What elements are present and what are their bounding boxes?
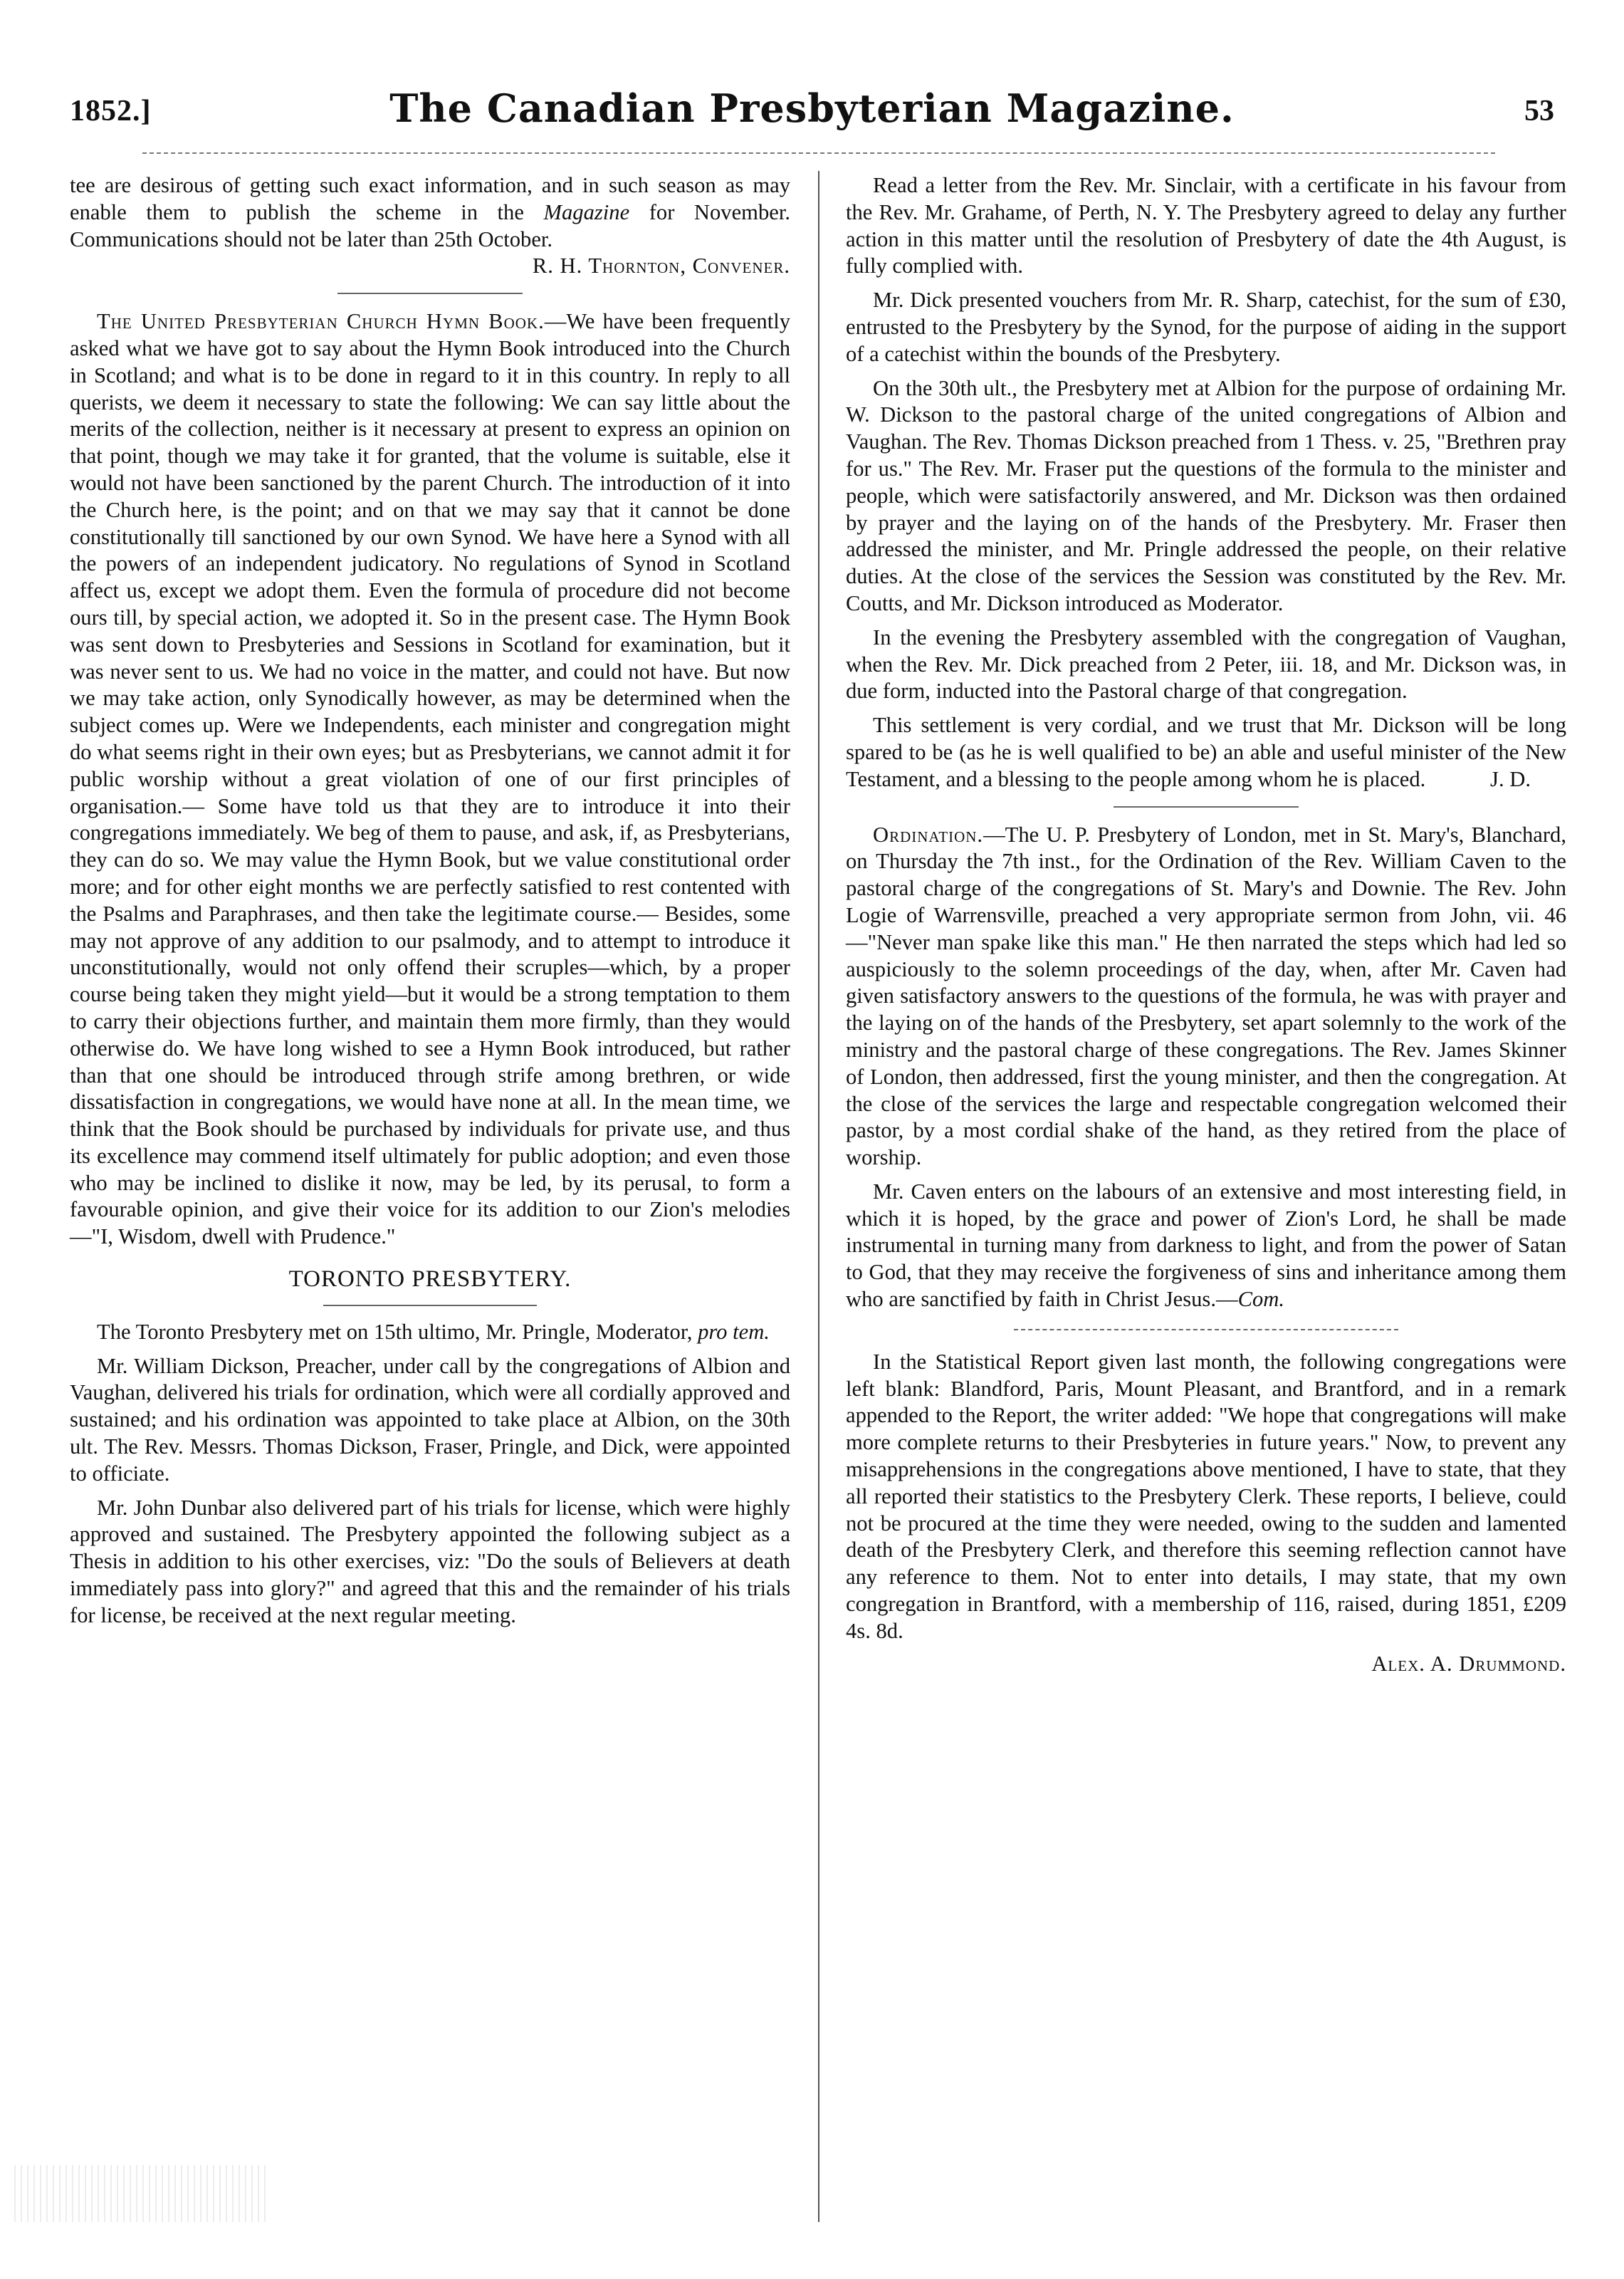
statistical-report-para: In the Statistical Report given last month, the following congregations were left blank: Blandford, Paris, Mount Pleasant, and Brantford, and in a remark appended to the Report, the writer added: "We hope that congregations will make more complete returns to their Presbyteries in future years." Now, to prevent any misapprehensions in the congregations above mentioned, I have to state, that they all reported their statistics to the Presbytery Clerk. These reports, I believe, could not be procured at the time they were needed, owing to the sudden and lamented death of the Presbytery Clerk, and therefore this seeming reflection cannot have any reference to them. Not to enter into details, I may state, that my own congregation in Brantford, with a membership of 116, raised, during 1851, £209 4s. 8d. [846, 1349, 1566, 1643]
vaughan-para: In the evening the Presbytery assembled with the congregation of Vaughan, when the Rev. Mr. Dick preached from 2 Peter, iii. 18, and Mr. Dickson was, in due form, inducted into the Pastoral charge of that congregation. [846, 625, 1566, 704]
ordination-article: Ordination.—The U. P. Presbytery of London, met in St. Mary's, Blanchard, on Thursday the 7th inst., for the Ordination of the Rev. William Caven to the pastoral charge of the congregations of St. Mary's and Downie. The Rev. John Logie of Warrensville, preached a very appropriate sermon from John, vii. 46—"Never man spake like this man." He then narrated the steps which had led so auspiciously to the solemn proceedings of the day, when, after Mr. Caven had given satisfactory answers to the questions of the formula, he was with prayer and the laying on of the hands of the Presbytery, set apart solemnly to the work of the ministry and the pastoral charge of these congregations. The Rev. James Skinner of London, then addressed, first the young minister, and then the congregation. At the close of the services the large and respectable congregation welcomed their pastor, by a most cordial shake of the hand, as they retired from the place of worship. [846, 822, 1566, 1170]
toronto-para-2: Mr. William Dickson, Preacher, under call by the congregations of Albion and Vaughan, delivered his trials for ordination, which were all cordially approved and sustained; and his ordination was appointed to take place at Albion, on the 30th ult. The Rev. Messrs. Thomas Dickson, Fraser, Pringle, and Dick, were appointed to officiate. [70, 1353, 790, 1486]
jd-signature: J. D. [1490, 766, 1531, 791]
left-column [70, 172, 790, 1629]
page-year: 1852.] [70, 95, 152, 127]
section-separator [1114, 806, 1299, 808]
settlement-para: This settlement is very cordial, and we trust that Mr. Dickson will be long spared to be (as he is well qualified to be) an able and useful minister of the New Testament, and a blessing to the people among whom he is placed. J. D. [846, 712, 1566, 793]
committee-notice: tee are desirous of getting such exact information, and in such season as may enable them to publish the scheme in the Magazine for November. Communications should not be later than 25th October. [70, 173, 790, 251]
albion-ordination-para: On the 30th ult., the Presbytery met at Albion for the purpose of ordaining Mr. W. Dickson to the pastoral charge of the united congregations of Albion and Vaughan. The Rev. Thomas Dickson preached from 1 Thess. v. 25, "Brethren pray for us." The Rev. Mr. Fraser put the questions of the formula to the minister and people, which were satisfactorily answered, and Mr. Dickson was then ordained by prayer and the laying on of the hands of the Presbytery. Mr. Fraser then addressed the minister, and Mr. Pringle addressed the people, on their relative duties. At the close of the services the Session was constituted by the Rev. Mr. Coutts, and Mr. Dickson introduced as Moderator. [846, 375, 1566, 615]
running-head [0, 84, 1624, 148]
sinclair-para: Read a letter from the Rev. Mr. Sinclair, with a certificate in his favour from the Rev. Mr. Grahame, of Perth, N. Y. The Presbytery agreed to delay any further action in this matter until the resolution of Presbytery of date the 4th August, is fully complied with. [846, 173, 1566, 278]
toronto-presbytery-heading: TORONTO PRESBYTERY. [288, 1266, 572, 1293]
right-column [846, 172, 1566, 1677]
column-divider [818, 171, 819, 2222]
section-separator [1014, 1329, 1398, 1330]
catechist-para: Mr. Dick presented vouchers from Mr. R. Sharp, catechist, for the sum of £30, entrusted to the Presbytery by the Synod, for the purpose of aiding in the support of a catechist within the bounds of the Presbytery. [846, 288, 1566, 366]
magazine-title: The Canadian Presbyterian Magazine. [389, 85, 1235, 131]
toronto-para-1: The Toronto Presbytery met on 15th ultimo, Mr. Pringle, Moderator, pro tem. [97, 1319, 770, 1344]
hymn-book-article: The United Presbyterian Church Hymn Book.—We have been frequently asked what we have got to say about the Hymn Book introduced into the Church in Scotland; and what is to be done in regard to it in this country. In reply to all querists, we deem it necessary to state the following: We can say little about the merits of the collection, neither is it necessary at present to express an opinion on that point, though we may take it for granted, that the volume is suitable, else it would not have been sanctioned by the parent Church. The introduction of it into the Church here, is the point; and on that we may say that it cannot be done constitutionally till sanctioned by our own Synod. We have here a Synod with all the powers of an independent judicatory. No regulations of Synod in Scotland affect us, except we adopt them. Even the formula of procedure did not become ours till, by special action, we adopted it. So in the present case. The Hymn Book was sent down to Presbyteries and Sessions in Scotland for examination, but it was never sent to us. We had no voice in the matter, and could not have. But now we may take action, only Synodically however, as may be determined when the subject comes up. Were we Independents, each minister and congregation might do what seems right in their own eyes; but as Presbyterians, we cannot admit it for public worship without a great violation of one of our first principles of organisation.— Some have told us that they are to introduce it into their congregations immediately. We beg of them to pause, and ask, if, as Presbyterians, they can do so. We may value the Hymn Book, but we value constitutional order more; and for other eight months we are perfectly satisfied to rest contented with the Psalms and Paraphrases, and then take the legitimate course.— Besides, some may not approve of any addition to our psalmody, and to attempt to introduce it unconstitutionally, would not only offend their scruples—which, by a proper course being taken they might yield—but it would be a strong temptation to them to carry their objections further, and maintain them more firmly, than they would otherwise do. We have long wished to see a Hymn Book introduced, but rather than that one should be introduced through strife among brethren, or wide dissatisfaction in congregations, we would have none at all. In the mean time, we think that the Book should be purchased by individuals for private use, and thus its excellence may commend itself ultimately for public adoption; and even those who may be inclined to dislike it now, may be led, by its perusal, to form a favourable opinion, and give their voice for its addition to our Zion's melodies —"I, Wisdom, dwell with Prudence." [70, 309, 790, 1249]
scan-smudge [14, 2165, 271, 2222]
caven-para: Mr. Caven enters on the labours of an extensive and most interesting field, in which it is hoped, by the grace and power of Zion's Lord, he shall be made instrumental in turning many from darkness to light, and from the power of Satan to God, that they may receive the forgiveness of sins and inheritance among them who are sanctified by faith in Christ Jesus.—Com. [846, 1179, 1566, 1312]
heading-rule [323, 1305, 537, 1306]
ordination-heading: Ordination. [873, 822, 984, 847]
convener-signature: R. H. Thornton, Convener. [532, 254, 790, 278]
drummond-signature: Alex. A. Drummond. [1371, 1651, 1566, 1676]
toronto-para-3: Mr. John Dunbar also delivered part of his trials for license, which were highly approved and sustained. The Presbytery appointed the following subject as a Thesis in addition to his other exercises, viz: "Do the souls of Believers at death immediately pass into glory?" and agreed that this and the remainder of his trials for license, be received at the next regular meeting. [70, 1495, 790, 1627]
header-rule [142, 152, 1495, 154]
hymn-book-heading: The United Presbyterian Church Hymn Book. [97, 309, 545, 334]
page-number: 53 [1524, 95, 1554, 127]
section-separator [337, 293, 523, 294]
